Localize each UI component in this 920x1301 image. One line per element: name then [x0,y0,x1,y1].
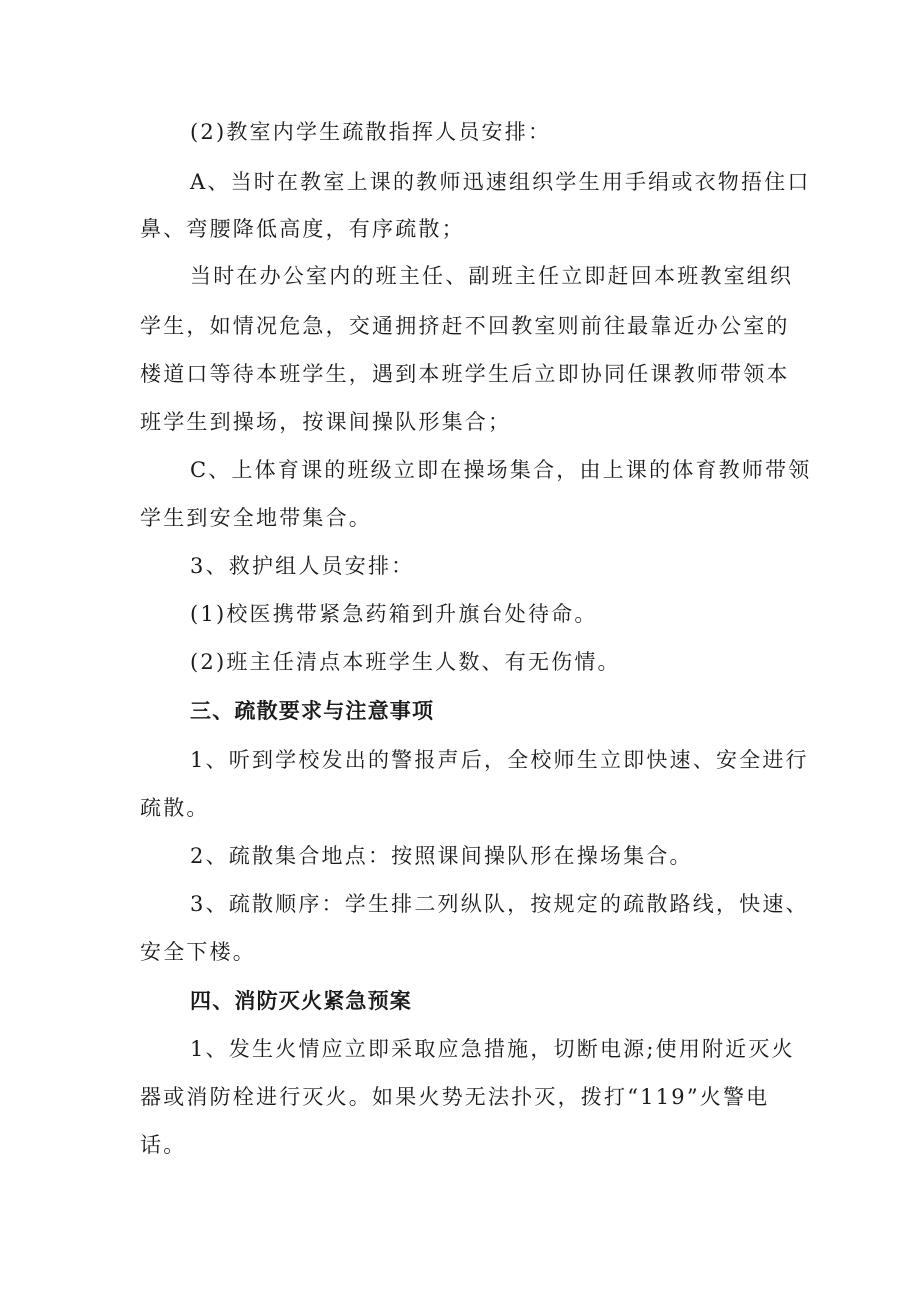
paragraph-line: 安全下楼。 [140,940,256,964]
paragraph-line: A、当时在教室上课的教师迅速组织学生用手绢或衣物捂住口 [190,170,811,194]
paragraph-line: 当时在办公室内的班主任、副班主任立即赶回本班教室组织 [190,264,794,288]
paragraph-line: 学生到安全地带集合。 [140,506,372,530]
paragraph-line: 1、听到学校发出的警报声后，全校师生立即快速、安全进行 [190,748,809,772]
paragraph-line: 疏散。 [140,796,210,820]
paragraph-line: 3、疏散顺序：学生排二列纵队，按规定的疏散路线，快速、 [190,892,809,916]
section-heading: 四、消防灭火紧急预案 [190,989,412,1013]
paragraph-line: 2、疏散集合地点：按照课间操队形在操场集合。 [190,844,693,868]
paragraph-line: 鼻、弯腰降低高度，有序疏散； [140,217,465,241]
paragraph-line: 楼道口等待本班学生，遇到本班学生后立即协同任课教师带领本 [140,362,790,386]
paragraph-line: (2)班主任清点本班学生人数、有无伤情。 [190,650,621,674]
paragraph-line: 1、发生火情应立即采取应急措施，切断电源;使用附近灭火 [190,1037,795,1061]
paragraph-line: 器或消防栓进行灭火。如果火势无法扑灭，拨打“119”火警电 [140,1085,770,1109]
paragraph-line: (2)教室内学生疏散指挥人员安排： [190,120,552,144]
paragraph-line: C、上体育课的班级立即在操场集合，由上课的体育教师带领 [190,458,812,482]
section-heading: 三、疏散要求与注意事项 [190,699,435,723]
paragraph-line: 3、救护组人员安排： [190,554,415,578]
paragraph-line: 话。 [140,1133,187,1157]
paragraph-line: 班学生到操场，按课间操队形集合； [140,410,512,434]
paragraph-line: 学生，如情况危急，交通拥挤赶不回教室则前往最靠近办公室的 [140,314,790,338]
paragraph-line: (1)校医携带紧急药箱到升旗台处待命。 [190,602,598,626]
